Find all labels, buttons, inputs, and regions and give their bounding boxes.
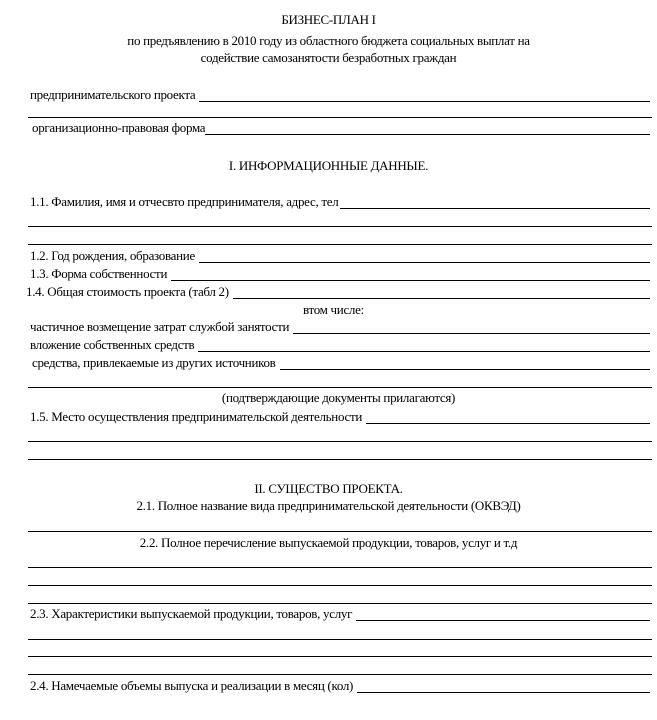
field-1-3[interactable] [30,265,650,281]
field-2-3-input-line[interactable] [356,607,650,621]
project-name-label: предпринимательского проекта [30,87,196,102]
blank-line[interactable] [28,244,652,245]
field-own-funds[interactable] [30,336,650,352]
field-1-2-input-line[interactable] [199,249,650,263]
project-name-field[interactable] [30,86,650,102]
blank-line[interactable] [28,117,652,118]
field-1-1-label: 1.1. Фамилия, имя и отчесвто предпринимателя, адрес, тел [30,194,339,209]
other-sources-input-line[interactable] [280,356,650,370]
legal-form-field[interactable] [32,119,650,135]
blank-line[interactable] [28,674,652,675]
field-1-3-input-line[interactable] [171,267,650,281]
section-2-heading: II. СУЩЕСТВО ПРОЕКТА. [254,481,403,496]
blank-line[interactable] [28,585,652,586]
blank-line[interactable] [28,441,652,442]
field-1-5[interactable] [30,408,650,424]
document-subtitle-line-1: по предъявлению в 2010 году из областного бюджета социальных выплат на [127,33,530,48]
field-2-1-label: 2.1. Полное название вида предпринимательской деятельности (ОКВЭД) [136,498,521,513]
field-2-3[interactable] [30,605,650,621]
legal-form-input-line[interactable] [205,121,650,135]
document-title: БИЗНЕС-ПЛАН I [281,12,376,27]
blank-line[interactable] [28,459,652,460]
own-funds-label: вложение собственных средств [30,337,195,352]
blank-line[interactable] [28,639,652,640]
including-label: втом числе: [303,302,364,317]
field-2-2-label: 2.2. Полное перечисление выпускаемой продукции, товаров, услуг и т.д [139,535,518,550]
partial-reimbursement-input-line[interactable] [293,320,650,334]
field-1-1-input-line[interactable] [340,195,650,209]
field-2-4[interactable] [30,677,650,693]
field-1-2[interactable] [30,247,650,263]
field-1-4-input-line[interactable] [233,285,650,299]
blank-line[interactable] [28,656,652,657]
field-2-1-input-line[interactable] [28,531,652,532]
partial-reimbursement-label: частичное возмещение затрат службой занятости [30,319,290,334]
field-1-3-label: 1.3. Форма собственности [30,266,168,281]
field-1-5-label: 1.5. Место осуществления предпринимательской деятельности [30,409,362,424]
supporting-documents-note: (подтверждающие документы прилагаются) [221,390,456,405]
field-1-5-input-line[interactable] [366,410,650,424]
field-1-1[interactable] [30,193,650,209]
field-1-2-label: 1.2. Год рождения, образование [30,248,195,263]
field-2-4-input-line[interactable] [357,679,650,693]
section-1-heading: I. ИНФОРМАЦИОННЫЕ ДАННЫЕ. [228,158,429,173]
field-2-2-input-line[interactable] [28,567,652,568]
field-2-4-label: 2.4. Намечаемые объемы выпуска и реализации в месяц (кол) [30,678,354,693]
blank-line[interactable] [28,603,652,604]
document-subtitle-line-2: содействие самозанятости безработных граждан [200,50,457,65]
field-2-3-label: 2.3. Характеристики выпускаемой продукции, товаров, услуг [30,606,353,621]
blank-line[interactable] [28,387,652,388]
field-partial-reimbursement[interactable] [30,318,650,334]
other-sources-label: средства, привлекаемые из других источников [32,355,276,370]
field-other-sources[interactable] [32,354,650,370]
legal-form-label: организационно-правовая форма [32,120,206,135]
own-funds-input-line[interactable] [198,338,650,352]
field-1-4-label: 1.4. Общая стоимость проекта (табл 2) [26,284,229,299]
blank-line[interactable] [28,226,652,227]
project-name-input-line[interactable] [199,88,650,102]
field-1-4[interactable] [26,283,650,299]
